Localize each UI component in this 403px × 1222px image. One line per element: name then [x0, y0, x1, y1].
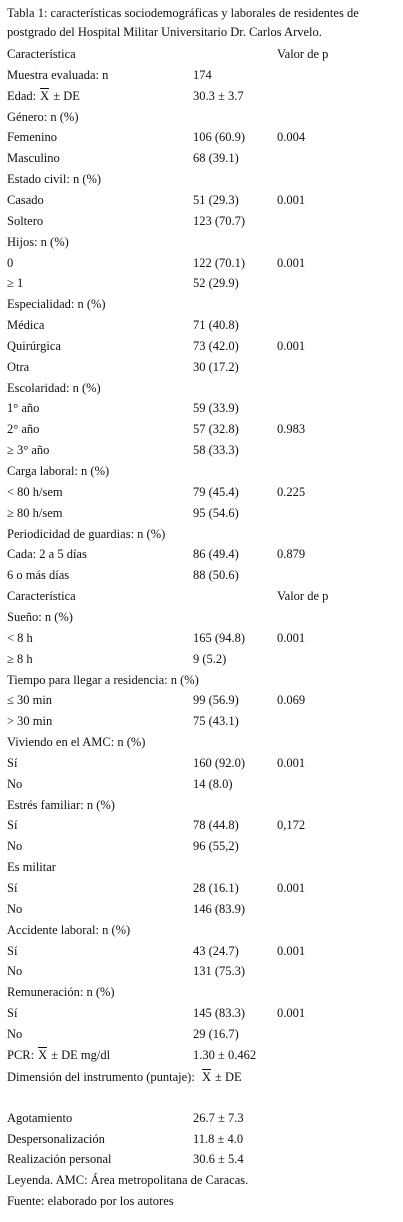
row-p-value: 0.004: [277, 130, 306, 145]
row-label: Muestra evaluada: n: [7, 67, 109, 82]
row-label: Otra: [7, 359, 30, 374]
table-legend-row: [0, 1170, 403, 1191]
table-row: [0, 878, 403, 899]
table-row: [0, 961, 403, 982]
table-row: [0, 315, 403, 336]
row-label: [7, 86, 80, 107]
row-value: 43 (24.7): [193, 943, 239, 958]
row-value: 57 (32.8): [193, 422, 239, 437]
table-row: [0, 336, 403, 357]
row-label: Sí: [7, 943, 18, 958]
row-label: Tiempo para llegar a residencia: n (%): [7, 672, 199, 687]
row-p-value: 0.001: [277, 1006, 306, 1021]
row-label: 1° año: [7, 401, 40, 416]
table-caption: Tabla 1: características sociodemográficas y laborales de residentes de postgrado del Hospital Militar Universitario Dr. Carlos Arvelo.: [7, 6, 359, 39]
row-label: Despersonalización: [7, 1131, 105, 1146]
table-row: [0, 127, 403, 148]
table-row: [0, 1045, 403, 1066]
row-label: Periodicidad de guardias: n (%): [7, 526, 166, 541]
table-row: [0, 544, 403, 565]
row-label: Carga laboral: n (%): [7, 464, 110, 478]
row-value: 73 (42.0): [193, 338, 239, 353]
table-row: [0, 941, 403, 962]
row-label: > 30 min: [7, 714, 53, 729]
table-row: [0, 774, 403, 795]
row-label: Soltero: [7, 213, 44, 228]
row-label: Quirúrgica: [7, 338, 61, 353]
instrument-label-text: Dimensión del instrumento (puntaje):: [7, 1069, 195, 1084]
row-p-value: 0.225: [277, 484, 306, 499]
table-row: [0, 169, 403, 190]
row-label: Femenino: [7, 130, 57, 145]
row-value: 59 (33.9): [193, 401, 239, 416]
table-row: [0, 920, 403, 941]
instrument-row: [0, 1108, 403, 1129]
row-label-text: Edad:: [7, 88, 37, 103]
row-value: 131 (75.3): [193, 964, 246, 979]
row-label: Remuneración: n (%): [7, 985, 115, 1000]
row-value: 146 (83.9): [193, 901, 246, 916]
row-value: 88 (50.6): [193, 568, 239, 583]
row-label: Accidente laboral: n (%): [7, 922, 131, 937]
row-label-suffix: ± DE: [53, 88, 80, 103]
table-row: [0, 690, 403, 711]
row-value: 122 (70.1): [193, 255, 246, 270]
row-label: Agotamiento: [7, 1110, 73, 1125]
row-label: [7, 1045, 110, 1066]
table-row: [0, 753, 403, 774]
table-row: [0, 1024, 403, 1045]
table-row: [0, 815, 403, 836]
row-label: Sí: [7, 818, 18, 833]
row-p-value: 0.879: [277, 547, 306, 562]
table-row: [0, 482, 403, 503]
row-value: 1.30 ± 0.462: [193, 1047, 257, 1062]
row-label: 6 o más días: [7, 568, 70, 583]
row-label: Especialidad: n (%): [7, 297, 106, 312]
row-value: 106 (60.9): [193, 130, 246, 145]
row-label: 0: [7, 255, 14, 270]
row-label: Viviendo en el AMC: n (%): [7, 735, 146, 750]
row-value: 28 (16.1): [193, 881, 239, 895]
table-row: [0, 649, 403, 670]
row-label: Masculino: [7, 151, 60, 166]
row-label: ≤ 30 min: [7, 693, 53, 708]
row-value: 30.3 ± 3.7: [193, 88, 244, 103]
table-row: [0, 253, 403, 274]
row-label: Es militar: [7, 860, 56, 875]
table-row: [0, 711, 403, 732]
table-row: [0, 503, 403, 524]
row-value: 96 (55,2): [193, 839, 239, 854]
row-p-value: 0.001: [277, 881, 306, 895]
instrument-label-pm: ±: [214, 1069, 222, 1084]
row-p-value: 0.001: [277, 192, 306, 207]
table-row: [0, 398, 403, 419]
row-label: 2° año: [7, 422, 40, 437]
row-p-value: 0.001: [277, 338, 306, 353]
row-value: 145 (83.3): [193, 1006, 246, 1021]
table-row: [0, 524, 403, 545]
row-label: < 8 h: [7, 630, 33, 645]
table-row: [0, 565, 403, 586]
row-value: 86 (49.4): [193, 547, 239, 562]
row-value: 30 (17.2): [193, 359, 239, 374]
row-value: 71 (40.8): [193, 318, 239, 333]
table-row: [0, 795, 403, 816]
row-value: 165 (94.8): [193, 630, 246, 645]
row-value: 58 (33.3): [193, 443, 239, 458]
row-value: 29 (16.7): [193, 1026, 239, 1041]
row-value: 51 (29.3): [193, 192, 239, 207]
table-row: [0, 294, 403, 315]
table-row: [0, 461, 403, 482]
row-label-text: PCR:: [7, 1047, 35, 1062]
row-value: 79 (45.4): [193, 484, 239, 499]
row-value: 11.8 ± 4.0: [193, 1131, 244, 1146]
row-p-value: Valor de p: [277, 47, 329, 61]
table-row: [0, 44, 403, 65]
row-value: 26.7 ± 7.3: [193, 1110, 244, 1125]
row-value: 160 (92.0): [193, 755, 246, 770]
row-value: 9 (5.2): [193, 651, 227, 666]
row-p-value: 0.001: [277, 943, 306, 958]
table-row: [0, 607, 403, 628]
table-row: [0, 86, 403, 107]
row-p-value: 0.001: [277, 755, 306, 770]
table-row: [0, 190, 403, 211]
row-label: Realización personal: [7, 1152, 112, 1167]
row-label: Hijos: n (%): [7, 234, 69, 249]
row-label: ≥ 1: [7, 276, 24, 291]
table-row: [0, 628, 403, 649]
table-row: [0, 419, 403, 440]
instrument-label-de: DE: [224, 1069, 242, 1084]
instrument-row: [0, 1129, 403, 1150]
table-row: [0, 378, 403, 399]
mean-symbol: X: [38, 1045, 47, 1066]
row-value: 123 (70.7): [193, 213, 246, 228]
row-p-value: 0.001: [277, 630, 306, 645]
row-label: Sí: [7, 881, 18, 895]
row-value: 78 (44.8): [193, 818, 239, 833]
mean-symbol: X: [202, 1067, 211, 1087]
table-row: [0, 670, 403, 691]
row-p-value: 0,172: [277, 818, 306, 833]
table-row: [0, 211, 403, 232]
table-row: [0, 148, 403, 169]
table-row: [0, 899, 403, 920]
row-p-value: 0.001: [277, 255, 306, 270]
row-label: No: [7, 901, 23, 916]
table-source-row: [0, 1191, 403, 1212]
row-label-suffix: ± DE mg/dl: [51, 1047, 111, 1062]
row-label: Característica: [7, 47, 76, 61]
row-label: Sí: [7, 755, 18, 770]
table-row: [0, 1003, 403, 1024]
row-label: ≥ 3° año: [7, 443, 50, 458]
row-p-value: Valor de p: [277, 589, 329, 604]
row-label: Género: n (%): [7, 109, 79, 124]
row-label: Sí: [7, 1006, 18, 1021]
table-row: [0, 586, 403, 607]
row-label: No: [7, 776, 23, 791]
row-label: Sueño: n (%): [7, 609, 73, 624]
row-value: 95 (54.6): [193, 505, 239, 520]
row-value: 30.6 ± 5.4: [193, 1152, 244, 1167]
table-row: [0, 440, 403, 461]
table-legend: Leyenda. AMC: Área metropolitana de Caracas.: [7, 1173, 249, 1188]
table-row: [0, 732, 403, 753]
row-value: 75 (43.1): [193, 714, 239, 729]
table-row: [0, 982, 403, 1003]
row-value: 174: [193, 67, 212, 82]
row-label: ≥ 8 h: [7, 651, 33, 666]
row-value: 68 (39.1): [193, 151, 239, 166]
row-label: Estado civil: n (%): [7, 172, 102, 187]
row-label: No: [7, 1026, 23, 1041]
table-row: [0, 65, 403, 86]
row-label: No: [7, 964, 23, 979]
mean-symbol: X: [40, 86, 49, 107]
row-label: Casado: [7, 192, 44, 207]
table-row: [0, 857, 403, 878]
table-source: Fuente: elaborado por los autores: [7, 1194, 174, 1209]
row-label: Médica: [7, 318, 45, 333]
row-value: 14 (8.0): [193, 776, 233, 791]
row-label: Estrés familiar: n (%): [7, 797, 115, 812]
row-label: Característica: [7, 589, 76, 604]
table-row: [0, 107, 403, 128]
row-label: < 80 h/sem: [7, 484, 63, 499]
row-label: ≥ 80 h/sem: [7, 505, 63, 520]
table-row: [0, 232, 403, 253]
row-label: Escolaridad: n (%): [7, 380, 101, 395]
instrument-dimension-label: [7, 1067, 267, 1087]
row-value: 52 (29.9): [193, 276, 239, 291]
row-label: No: [7, 839, 23, 854]
row-value: 99 (56.9): [193, 693, 239, 708]
instrument-row: [0, 1149, 403, 1170]
table-row: [0, 357, 403, 378]
row-p-value: 0.983: [277, 422, 306, 437]
table-row: [0, 273, 403, 294]
row-label: Cada: 2 a 5 días: [7, 547, 87, 562]
row-p-value: 0.069: [277, 693, 306, 708]
table-row: [0, 836, 403, 857]
